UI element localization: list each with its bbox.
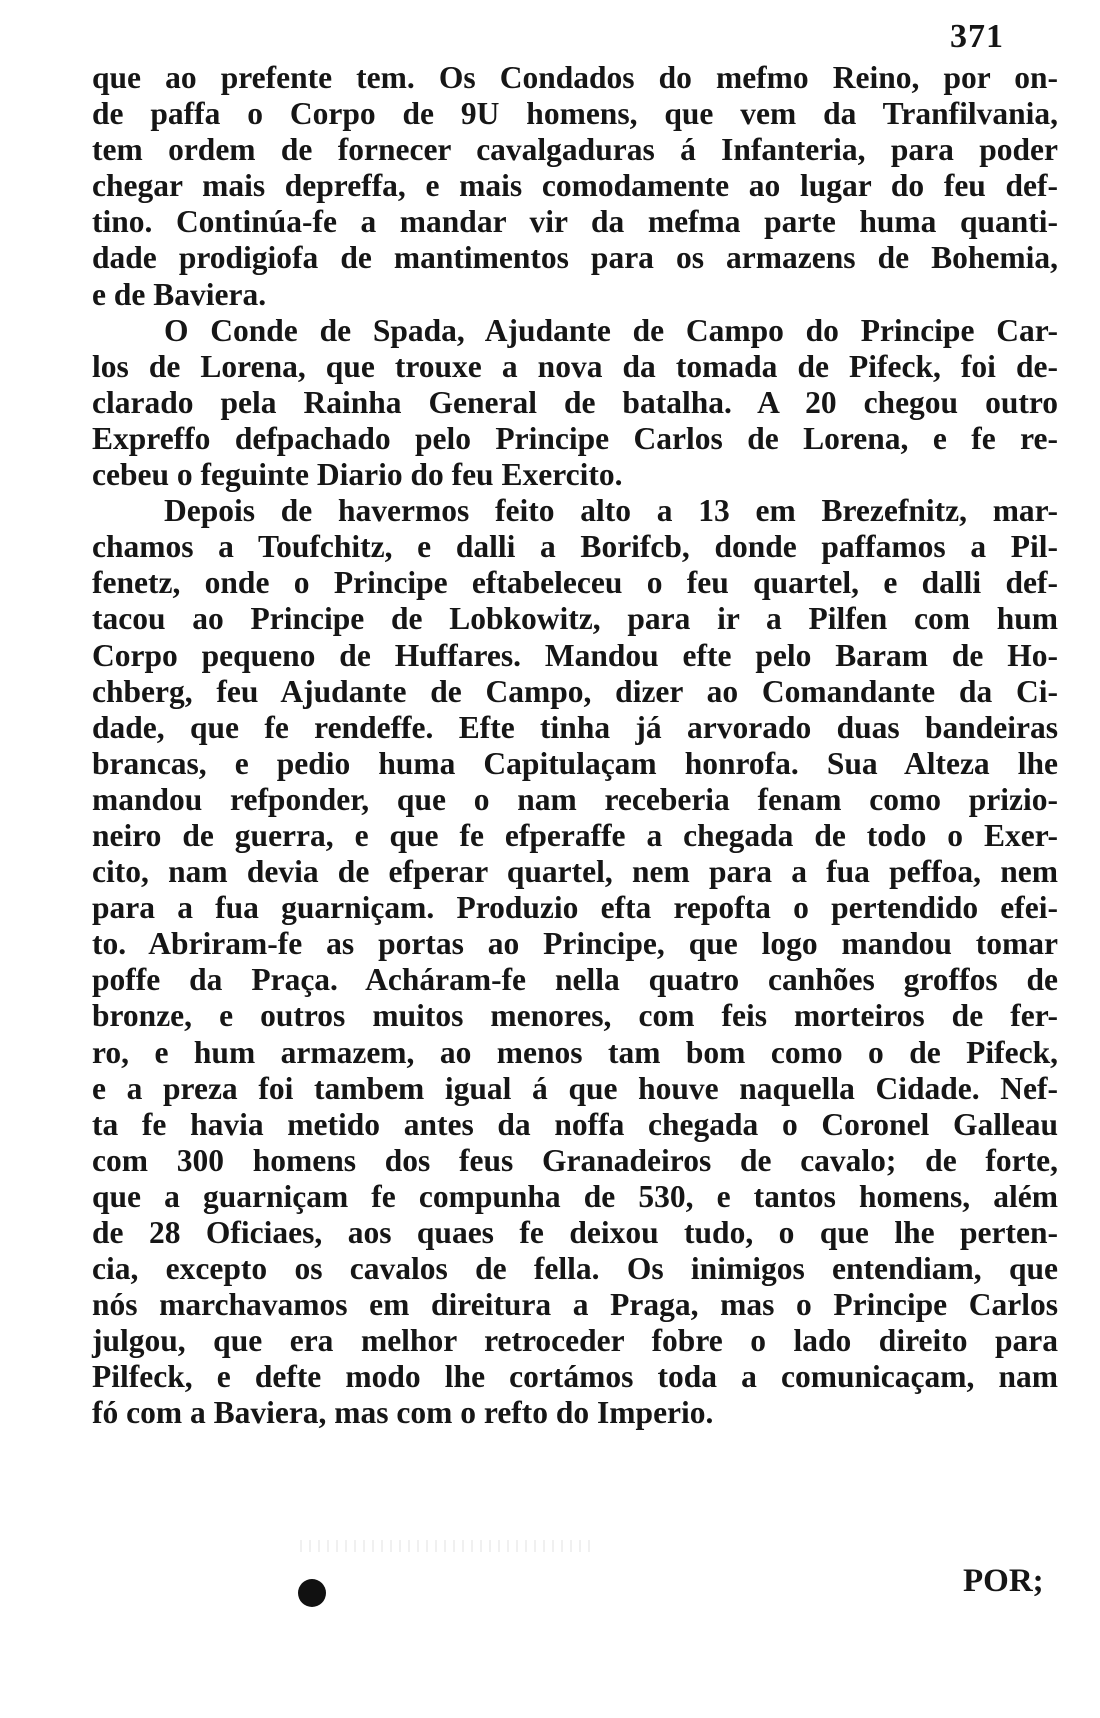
text-line: neiro de guerra, e que fe efperaffe a chegada de todo o Exer- [92, 817, 1058, 853]
text-line: dade, que fe rendeffe. Efte tinha já arvorado duas bandeiras [92, 709, 1058, 745]
text-line: tino. Continúa-fe a mandar vir da mefma parte huma quanti- [92, 204, 1058, 240]
text-line: de paffa o Corpo de 9U homens, que vem da Tranfilvania, [92, 96, 1058, 132]
text-line: tacou ao Principe de Lobkowitz, para ir a Pilfen com hum [92, 601, 1058, 637]
text-line: chegar mais depreffa, e mais comodamente ao lugar do feu def- [92, 168, 1058, 204]
page-number: 371 [950, 18, 1004, 55]
catchword: POR; [963, 1563, 1044, 1599]
faint-show-through [300, 1540, 590, 1552]
text-line: fó com a Baviera, mas com o refto do Imperio. [92, 1395, 714, 1431]
text-line: poffe da Praça. Acháram-fe nella quatro canhões groffos de [92, 962, 1058, 998]
text-line: clarado pela Rainha General de batalha. A 20 chegou outro [92, 384, 1058, 420]
text-line: ro, e hum armazem, ao menos tam bom como o de Pifeck, [92, 1034, 1058, 1070]
text-line: brancas, e pedio huma Capitulaçam honrofa. Sua Alteza lhe [92, 745, 1058, 781]
text-line: nós marchavamos em direitura a Praga, mas o Principe Carlos [92, 1287, 1058, 1323]
text-line: para a fua guarniçam. Produzio efta repofta o pertendido efei- [92, 890, 1058, 926]
text-line: Pilfeck, e defte modo lhe cortámos toda a comunicaçam, nam [92, 1359, 1058, 1395]
text-line: e de Baviera. [92, 276, 267, 312]
text-line: los de Lorena, que trouxe a nova da tomada de Pifeck, foi de- [92, 348, 1058, 384]
text-line: e a preza foi tambem igual á que houve naquella Cidade. Nef- [92, 1070, 1058, 1106]
text-line: julgou, que era melhor retroceder fobre o lado direito para [92, 1323, 1058, 1359]
text-line: tem ordem de fornecer cavalgaduras á Infanteria, para poder [92, 132, 1058, 168]
text-line: de 28 Oficiaes, aos quaes fe deixou tudo, o que lhe perten- [92, 1215, 1058, 1250]
text-line: mandou refponder, que o nam receberia fenam como prizio- [92, 781, 1058, 817]
text-line: Expreffo defpachado pelo Principe Carlos de Lorena, e fe re- [92, 420, 1058, 456]
ink-blot [298, 1579, 326, 1607]
text-line: chamos a Toufchitz, e dalli a Borifcb, donde paffamos a Pil- [92, 529, 1058, 565]
text-line: que a guarniçam fe compunha de 530, e tantos homens, além [92, 1178, 1058, 1214]
text-line: bronze, e outros muitos menores, com feis morteiros de fer- [92, 998, 1058, 1034]
text-line: com 300 homens dos feus Granadeiros de cavalo; de forte, [92, 1142, 1058, 1178]
text-line: to. Abriram-fe as portas ao Principe, que logo mandou tomar [92, 926, 1058, 962]
text-line: Corpo pequeno de Huffares. Mandou efte pelo Baram de Ho- [92, 637, 1058, 673]
paragraph-start-line: Depois de havermos feito alto a 13 em Brezefnitz, mar- [164, 493, 1058, 529]
body-text [92, 60, 1058, 1432]
text-line: fenetz, onde o Principe eftabeleceu o feu quartel, e dalli def- [92, 565, 1058, 601]
text-line: cito, nam devia de efperar quartel, nem para a fua peffoa, nem [92, 854, 1058, 890]
paragraph-start-line: O Conde de Spada, Ajudante de Campo do Principe Car- [164, 312, 1058, 348]
text-line: cebeu o feguinte Diario do feu Exercito. [92, 457, 623, 493]
text-line: que ao prefente tem. Os Condados do mefmo Reino, por on- [92, 60, 1058, 95]
text-line: cia, excepto os cavalos de fella. Os inimigos entendiam, que [92, 1251, 1058, 1287]
text-line: dade prodigiofa de mantimentos para os armazens de Bohemia, [92, 240, 1058, 276]
text-line: ta fe havia metido antes da noffa chegada o Coronel Galleau [92, 1106, 1058, 1142]
text-line: chberg, feu Ajudante de Campo, dizer ao Comandante da Ci- [92, 673, 1058, 709]
